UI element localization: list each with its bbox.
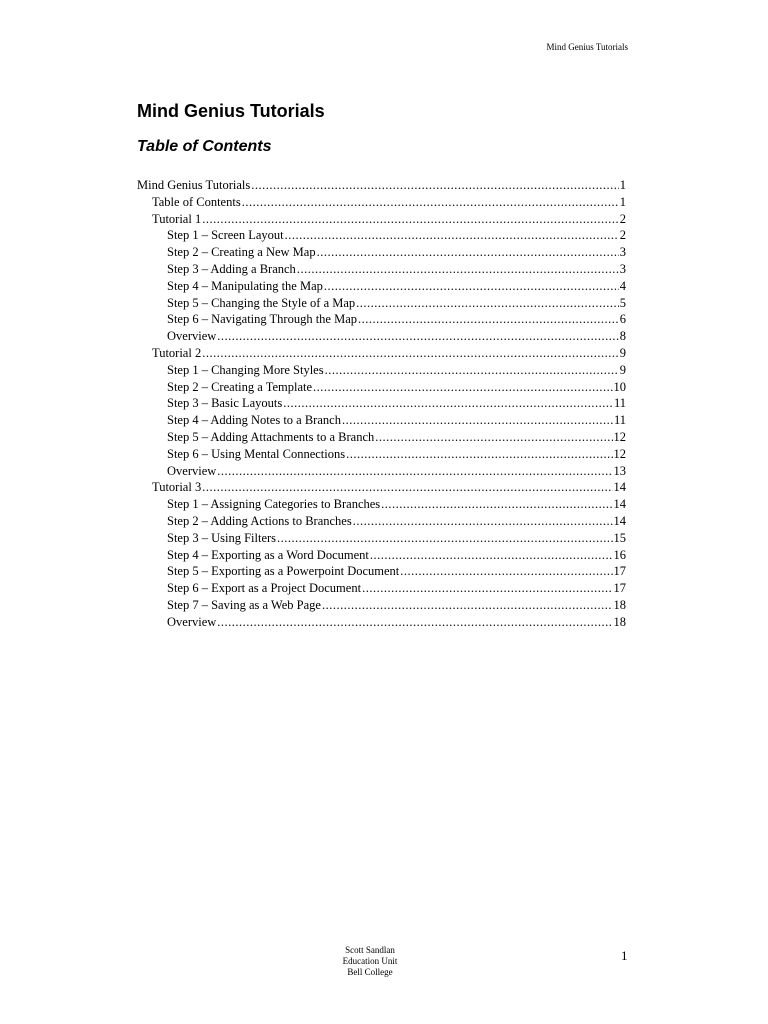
toc-dot-leader: [313, 379, 612, 396]
toc-entry-label: Step 5 – Adding Attachments to a Branch: [167, 429, 375, 444]
toc-entry[interactable]: [137, 496, 630, 513]
toc-entry-page: 15: [613, 530, 626, 545]
toc-dot-leader: [217, 328, 618, 345]
toc-dot-leader: [202, 211, 619, 228]
toc-entry[interactable]: [137, 463, 630, 480]
toc-entry-page: 9: [619, 345, 626, 360]
toc-entry-label: Step 4 – Manipulating the Map: [167, 278, 323, 293]
footer-unit: Education Unit: [342, 956, 398, 966]
toc-entry-label: Tutorial 1: [152, 211, 202, 226]
toc-heading: Table of Contents: [137, 138, 272, 155]
toc-entry[interactable]: [137, 278, 630, 295]
toc-entry-label: Tutorial 3: [152, 480, 202, 495]
toc-entry-page: 3: [619, 261, 626, 276]
toc-entry-label: Step 2 – Creating a New Map: [167, 245, 316, 260]
toc-dot-leader: [400, 563, 612, 580]
toc-entry-label: Step 1 – Changing More Styles: [167, 362, 324, 377]
footer-institution: Bell College: [347, 967, 393, 977]
toc-dot-leader: [285, 227, 619, 244]
toc-dot-leader: [202, 345, 619, 362]
toc-entry[interactable]: [137, 311, 630, 328]
toc-entry[interactable]: [137, 295, 630, 312]
toc-dot-leader: [324, 278, 619, 295]
page-number: 1: [621, 948, 628, 963]
toc-dot-leader: [283, 395, 613, 412]
toc-dot-leader: [353, 513, 613, 530]
toc-entry-label: Overview: [167, 329, 217, 344]
toc-entry-page: 11: [613, 413, 626, 428]
toc-entry-label: Step 5 – Exporting as a Powerpoint Document: [167, 564, 400, 579]
toc-entry[interactable]: [137, 194, 630, 211]
toc-entry[interactable]: [137, 614, 630, 631]
toc-entry-label: Step 2 – Creating a Template: [167, 379, 313, 394]
toc-dot-leader: [317, 244, 619, 261]
toc-entry-label: Step 1 – Assigning Categories to Branches: [167, 497, 381, 512]
toc-entry-label: Mind Genius Tutorials: [137, 178, 251, 192]
toc-entry[interactable]: [137, 412, 630, 429]
toc-entry[interactable]: [137, 328, 630, 345]
toc-entry-page: 4: [619, 278, 626, 293]
toc-entry-page: 2: [619, 211, 626, 226]
footer-author: Scott Sandlan: [345, 945, 395, 955]
toc-entry[interactable]: [137, 244, 630, 261]
toc-entry-page: 8: [619, 329, 626, 344]
toc-entry-label: Step 4 – Adding Notes to a Branch: [167, 413, 341, 428]
toc-entry[interactable]: [137, 379, 630, 396]
running-header: Mind Genius Tutorials: [546, 42, 628, 52]
toc-entry-label: Step 3 – Using Filters: [167, 530, 277, 545]
toc-dot-leader: [358, 311, 619, 328]
toc-entry-label: Tutorial 2: [152, 345, 202, 360]
toc-entry-page: 14: [613, 513, 626, 528]
toc-entry-page: 13: [613, 463, 626, 478]
toc-entry-page: 17: [613, 564, 626, 579]
toc-entry-page: 5: [619, 295, 626, 310]
toc-entry-label: Overview: [167, 614, 217, 629]
toc-entry-label: Overview: [167, 463, 217, 478]
toc-entry[interactable]: [137, 479, 630, 496]
toc-entry[interactable]: [137, 261, 630, 278]
toc-dot-leader: [325, 362, 619, 379]
toc-entry-page: 16: [613, 547, 626, 562]
toc-entry-label: Step 3 – Basic Layouts: [167, 396, 283, 411]
toc-dot-leader: [375, 429, 612, 446]
toc-dot-leader: [346, 446, 612, 463]
toc-entry-label: Step 3 – Adding a Branch: [167, 261, 296, 276]
toc-entry-label: Step 7 – Saving as a Web Page: [167, 597, 321, 612]
table-of-contents: [137, 177, 630, 631]
toc-entry-label: Step 6 – Export as a Project Document: [167, 581, 362, 596]
toc-entry-page: 6: [619, 312, 626, 327]
toc-dot-leader: [381, 496, 612, 513]
toc-entry-page: 3: [619, 245, 626, 260]
toc-entry-page: 2: [619, 228, 626, 243]
toc-dot-leader: [322, 597, 613, 614]
toc-entry[interactable]: [137, 345, 630, 362]
toc-entry[interactable]: [137, 395, 630, 412]
toc-entry-page: 18: [613, 614, 626, 629]
toc-dot-leader: [356, 295, 619, 312]
toc-entry[interactable]: [137, 211, 630, 228]
toc-entry[interactable]: [137, 547, 630, 564]
toc-dot-leader: [297, 261, 619, 278]
toc-entry[interactable]: [137, 227, 630, 244]
toc-entry-label: Step 4 – Exporting as a Word Document: [167, 547, 369, 562]
toc-dot-leader: [202, 479, 612, 496]
toc-entry[interactable]: [137, 580, 630, 597]
toc-entry-page: 1: [619, 178, 626, 192]
toc-entry[interactable]: [137, 563, 630, 580]
toc-entry[interactable]: [137, 446, 630, 463]
toc-entry-page: 1: [619, 194, 626, 209]
toc-dot-leader: [251, 177, 619, 194]
page-footer: [0, 945, 740, 978]
toc-dot-leader: [217, 614, 612, 631]
toc-entry-label: Step 5 – Changing the Style of a Map: [167, 295, 356, 310]
toc-dot-leader: [217, 463, 612, 480]
toc-entry-label: Step 1 – Screen Layout: [167, 228, 284, 243]
toc-entry-label: Step 6 – Navigating Through the Map: [167, 312, 358, 327]
toc-entry-page: 11: [613, 396, 626, 411]
toc-dot-leader: [342, 412, 613, 429]
toc-entry[interactable]: [137, 597, 630, 614]
toc-entry-page: 14: [613, 497, 626, 512]
toc-entry-page: 12: [613, 446, 626, 461]
toc-entry-label: Table of Contents: [152, 194, 241, 209]
toc-entry-page: 12: [613, 429, 626, 444]
toc-dot-leader: [277, 530, 612, 547]
toc-entry-label: Step 2 – Adding Actions to Branches: [167, 513, 352, 528]
toc-entry-page: 9: [619, 362, 626, 377]
toc-entry-page: 14: [613, 480, 626, 495]
toc-dot-leader: [370, 547, 613, 564]
toc-dot-leader: [362, 580, 612, 597]
toc-dot-leader: [242, 194, 619, 211]
toc-entry-label: Step 6 – Using Mental Connections: [167, 446, 346, 461]
toc-entry-page: 17: [613, 581, 626, 596]
toc-entry[interactable]: [137, 530, 630, 547]
toc-entry[interactable]: [137, 513, 630, 530]
toc-entry[interactable]: [137, 362, 630, 379]
toc-entry-page: 10: [613, 379, 626, 394]
toc-entry[interactable]: [137, 177, 630, 194]
toc-entry-page: 18: [613, 597, 626, 612]
document-title: Mind Genius Tutorials: [137, 101, 325, 121]
toc-entry[interactable]: [137, 429, 630, 446]
